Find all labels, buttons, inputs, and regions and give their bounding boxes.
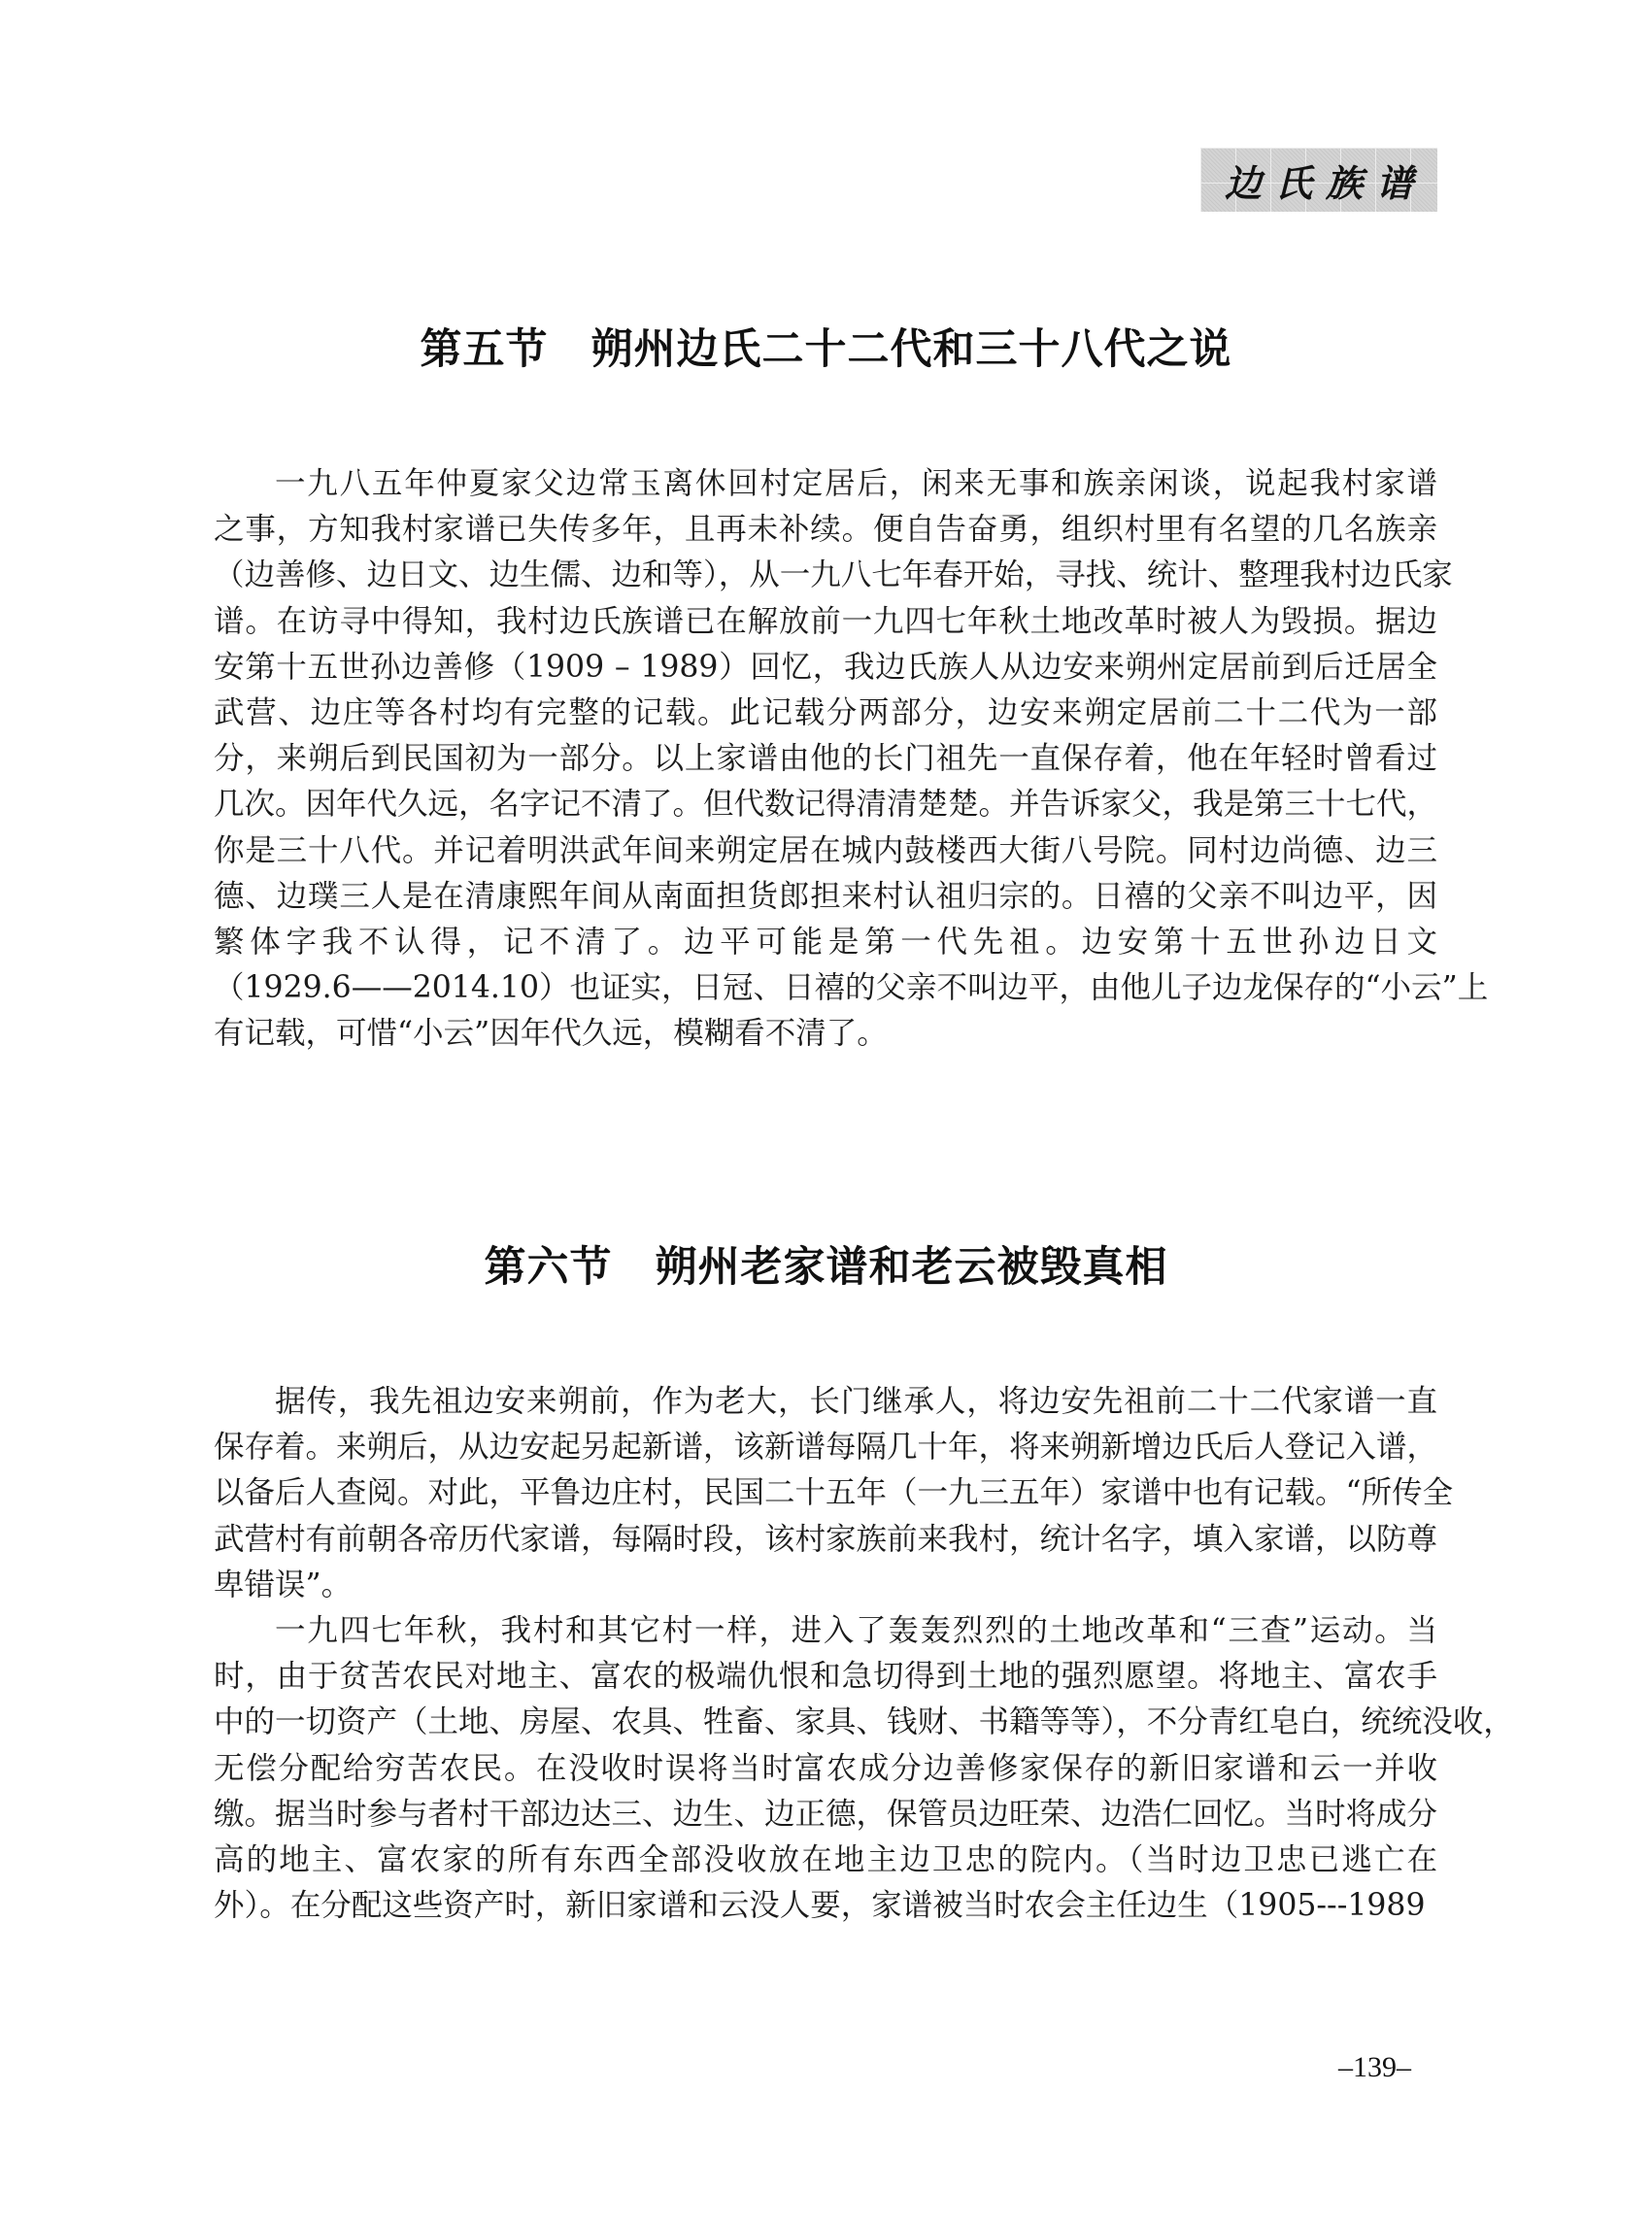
text-line: 之事，方知我村家谱已失传多年，且再未补续。便自告奋勇，组织村里有名望的几名族亲 [214,512,1437,548]
text-line: 你是三十八代。并记着明洪武年间来朔定居在城内鼓楼西大街八号院。同村边尚德、边三 [214,832,1437,868]
running-header-text: 边氏族谱 [1224,160,1427,205]
text-line: 以备后人查阅。对此，平鲁边庄村，民国二十五年（一九三五年）家谱中也有记载。“所传全 [214,1475,1454,1511]
page-number: –139– [1338,2051,1411,2083]
section-body [214,1379,1514,1929]
text-line: 据传，我先祖边安来朔前，作为老大，长门继承人，将边安先祖前二十二代家谱一直 [275,1384,1437,1419]
text-line: 一九四七年秋，我村和其它村一样，进入了轰轰烈烈的土地改革和“三查”运动。当 [275,1613,1437,1649]
text-line: 一九八五年仲夏家父边常玉离休回村定居后，闲来无事和族亲闲谈，说起我村家谱 [275,466,1437,501]
section-title: 第六节 朔州老家谱和老云被毁真相 [484,1242,1168,1292]
text-line: （1929.6——2014.10）也证实，日冠、日禧的父亲不叫边平，由他儿子边龙保存的“小云”上 [214,970,1489,1006]
running-header-tag [1200,148,1437,212]
text-line: 繁体字我不认得，记不清了。边平可能是第一代先祖。边安第十五世孙边日文 [214,925,1437,961]
text-line: 保存着。来朔后，从边安起另起新谱，该新谱每隔几十年，将来朔新增边氏后人登记入谱， [214,1430,1438,1466]
text-line: 安第十五世孙边善修（1909 – 1989）回忆，我边氏族人从边安来朔州定居前到后迁居全 [214,649,1437,685]
text-line: 卑错误”。 [214,1567,353,1602]
text-line: 武营村有前朝各帝历代家谱，每隔时段，该村家族前来我村，统计名字，填入家谱，以防尊 [214,1521,1438,1557]
text-line: 缴。据当时参与者村干部边达三、边生、边正德，保管员边旺荣、边浩仁回忆。当时将成分 [214,1796,1438,1832]
text-line: 德、边璞三人是在清康熙年间从南面担货郎担来村认祖归宗的。日禧的父亲不叫边平，因 [214,878,1437,914]
section-title: 第五节 朔州边氏二十二代和三十八代之说 [420,324,1232,374]
text-line: 有记载，可惜“小云”因年代久远，模糊看不清了。 [214,1016,888,1052]
text-line: （边善修、边日文、边生儒、边和等），从一九八七年春开始，寻找、统计、整理我村边氏家 [214,557,1453,593]
text-line: 高的地主、富农家的所有东西全部没收放在地主边卫忠的院内。（当时边卫忠已逃亡在 [214,1842,1437,1878]
text-line: 谱。在访寻中得知，我村边氏族谱已在解放前一九四七年秋土地改革时被人为毁损。据边 [214,603,1437,639]
text-line: 分，来朔后到民国初为一部分。以上家谱由他的长门祖先一直保存着，他在年轻时曾看过 [214,741,1437,777]
paragraph [214,461,1489,1058]
text-line: 中的一切资产（土地、房屋、农具、牲畜、家具、钱财、书籍等等），不分青红皂白，统统没收， [214,1704,1514,1740]
text-line: 武营、边庄等各村均有完整的记载。此记载分两部分，边安来朔定居前二十二代为一部 [214,695,1437,731]
text-line: 时，由于贫苦农民对地主、富农的极端仇恨和急切得到土地的强烈愿望。将地主、富农手 [214,1659,1437,1695]
section-body [214,461,1489,1058]
text-line: 外）。在分配这些资产时，新旧家谱和云没人要，家谱被当时农会主任边生（1905---1989 [214,1888,1426,1924]
text-line: 几次。因年代久远，名字记不清了。但代数记得清清楚楚。并告诉家父，我是第三十七代， [214,787,1438,823]
text-line: 无偿分配给穷苦农民。在没收时误将当时富农成分边善修家保存的新旧家谱和云一并收 [214,1750,1437,1786]
paragraph [214,1379,1454,1608]
paragraph [214,1608,1514,1929]
